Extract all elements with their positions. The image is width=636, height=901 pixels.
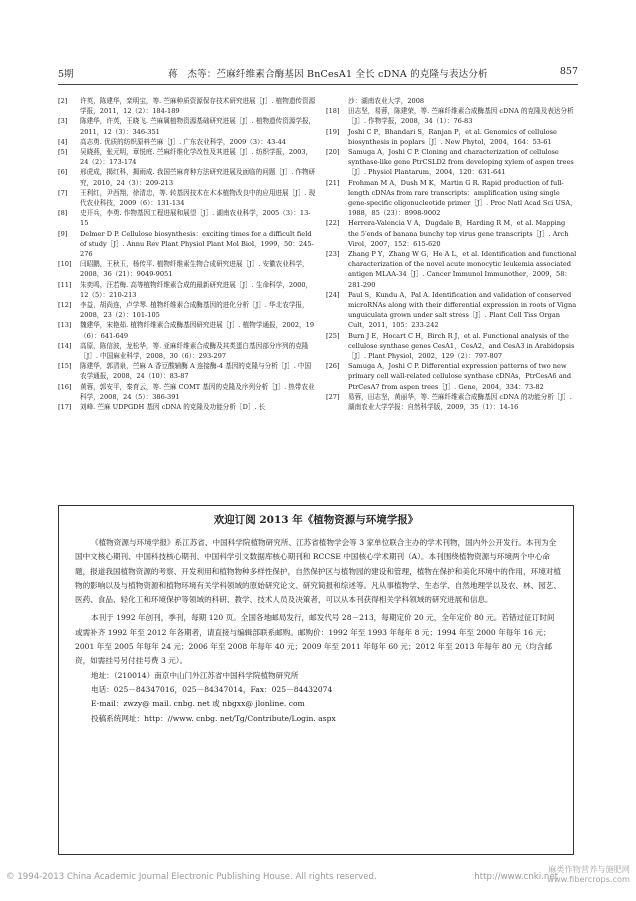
- references-right-column: [326, 96, 578, 412]
- contact-email[interactable]: E-mail：zwzy@ mail. cnbg. net 或 nbgxx@ jlonline. com: [91, 699, 305, 709]
- reference-text: 刘峰. 苎麻 UDPGDH 基因 cDNA 的克隆及功能分析［D］. 长: [80, 403, 266, 412]
- reference-number: [17]: [58, 403, 72, 412]
- reference-number: [26]: [326, 362, 340, 371]
- reference-number: [7]: [58, 188, 68, 197]
- reference-text: 田志坚，易蓉，陈建荣，等. 苎麻纤维素合成酶基因 cDNA 的克隆及表达分析［J］. 作物学报，2008，34（1）：76-83: [348, 107, 574, 126]
- reference-number: [8]: [58, 209, 68, 218]
- reference-number: [24]: [326, 290, 340, 299]
- reference-number: [9]: [58, 229, 68, 238]
- header-rule: [58, 84, 578, 85]
- reference-item: [326, 249, 578, 290]
- reference-number: [10]: [58, 260, 72, 269]
- reference-number: [5]: [58, 148, 68, 157]
- reference-item: [326, 290, 578, 331]
- reference-number: [21]: [326, 178, 340, 187]
- reference-text: 朱奕鸣，汪若梅. 高等植物纤维素合成的最新研究进展［J］. 生命科学，2000，12（5）：210-213: [80, 280, 313, 299]
- reference-item: [58, 280, 316, 300]
- subscription-pricing-paragraph: 本刊于 1992 年创刊，季刊，每期 120 页。全国各地邮局发行，邮发代号 28－213，每期定价 20 元，全年定价 80 元。若错过征订时间或需补齐 1992 年至 2012 年各期者，请直接与编辑部联系邮购。邮购价：1992 年至 1993 年每年 8 元；1994 年至 2000 年每年 16 元；2001 年至 2005 年每年 24 元；2006 年至 2008 年每年 40 元；2009 年至 2011 年每年 60 元；2012 年至 2013 年每年 80 元（均含邮资，如需挂号另付挂号费 3 元）。: [75, 613, 555, 666]
- reference-text: 沙：湖南农业大学，2008: [348, 97, 425, 105]
- watermark-site-name: 麻类作物营养与施肥网: [548, 864, 630, 874]
- reference-text: 闫昭鹏，王秋玉，杨传平. 植物纤维素生物合成研究进展［J］. 安徽农业科学，2008，36（21）：9049-9051: [80, 260, 309, 279]
- reference-number: [19]: [326, 127, 340, 136]
- reference-item: [326, 392, 578, 412]
- reference-number: [3]: [58, 117, 68, 126]
- reference-item: [58, 167, 316, 187]
- page-footer: [6, 864, 630, 886]
- reference-number: [25]: [326, 331, 340, 340]
- reference-number: [2]: [58, 97, 68, 105]
- reference-text: 许英，陈建华，栾明宝，等. 苎麻种质资源保存技术研究进展［J］. 植物遗传资源学报，2011，12（2）：184-189: [80, 97, 316, 116]
- references-left-column: [58, 96, 316, 412]
- reference-item: [58, 300, 316, 320]
- reference-text: 王利红，尹西翔，徐清忠，等. 转基因技术在木本植物改良中的应用进展［J］. 现代农业科技，2009（6）：131-134: [80, 188, 316, 208]
- reference-number: [18]: [326, 107, 340, 116]
- reference-number: [6]: [58, 168, 68, 177]
- reference-text: 黄蓉，郭安平，秦育云，等. 苎麻 COMT 基因的克隆及序列分析［J］. 热带农业科学，2008，24（5）：386-391: [80, 382, 315, 401]
- reference-item: [58, 208, 316, 228]
- reference-text: 易蓉，田志坚，黄丽华，等. 苎麻纤维素合成酶基因 cDNA 的功能分析［J］. 湖南农业大学学报：自然科学版，2009，35（1）：14-16: [348, 392, 572, 412]
- reference-text: 魏建华，宋艳茹. 植物纤维素合成酶基因研究进展［J］. 植物学通报，2002，19（6）：641-649: [80, 321, 315, 340]
- watermark: [547, 864, 630, 884]
- reference-item: [326, 218, 578, 249]
- reference-item: [58, 259, 316, 279]
- reference-item: [326, 361, 578, 392]
- reference-item: [326, 147, 578, 178]
- watermark-site-url: www.fibercrops.com: [547, 874, 630, 884]
- reference-text: 高原，陈信波，龙松华，等. 亚麻纤维素合成酶及其类蛋白基因部分序列的克隆［J］. 中国麻业科学，2008，30（6）：293-297: [80, 341, 309, 361]
- reference-text: 陈建华，许英，王晓飞. 苎麻属植物资源基础研究进展［J］. 植物遗传资源学报，2011，12（3）：346-351: [80, 117, 316, 136]
- reference-text: 邢虎成，揭红科，揭雨成. 我国苎麻育种方法研究进展及面临的问题［J］. 作物研究，2010，24（3）：209-213: [80, 168, 316, 187]
- reference-number: [27]: [326, 392, 340, 401]
- running-title: 蒋 杰等：苎麻纤维素合酶基因 BnCesA1 全长 cDNA 的克隆与表达分析: [168, 69, 488, 80]
- reference-item: [326, 127, 578, 147]
- reference-item: [58, 382, 316, 402]
- cnki-link[interactable]: http://www.cnki.net: [474, 872, 558, 882]
- reference-item: [58, 188, 316, 208]
- subscription-notice: [58, 505, 574, 855]
- reference-number: [20]: [326, 148, 340, 157]
- reference-text: 陈建华，郭清泉，苎麻 A 香豆酸辅酶 A 连接酶-4 基因的克隆与分析［J］. 中国农学通报，2008，24（10）：83-87: [80, 362, 312, 381]
- reference-number: [23]: [326, 250, 340, 259]
- reference-text: 吴晓燕，张元明，章悦庭. 苎麻纤维化学改性及其进展［J］. 纺织学报，2003，24（2）：173-174: [80, 148, 313, 167]
- reference-text: Delmer D P. Cellulose biosynthesis：exciting times for a difficult field of study［J］. Annu Rev Plant Physiol Plant Mol Biol，1999，50：245-276: [80, 229, 314, 259]
- reference-text: Samuga A，Joshi C P. Differential expression patterns of two new primary cell wall-related cellulose synthase cDNAs，PtrCesA6 and PtrCesA7 from aspen trees［J］. Gene，2004，334：73-82: [348, 362, 572, 391]
- issue-label: 5期: [58, 69, 74, 80]
- reference-number: [14]: [58, 341, 72, 350]
- reference-number: [4]: [58, 137, 68, 146]
- subscription-intro-paragraph: 《植物资源与环境学报》系江苏省、中国科学院植物研究所、江苏省植物学会等 3 家单位联合主办的学术刊物，国内外公开发行。本刊为全国中文核心期刊、中国科技核心期刊、中国科学引文数据库核心期刊和 RCCSE 中国核心学术期刊（A）。本刊围绕植物资源与环境两个中心命题，报道我国植物资源的考察、开发利用和植物物种多样性保护，自然保护区与植物园的建设和管理，植物在保护和美化环境中的作用，环境对植物的影响以及与植物资源和植物环境有关学科领域的原始研究论文、研究简报和综述等。凡从事植物学、生态学、自然地理学以及农、林、园艺、医药、食品、轻化工和环境保护等领域的科研、教学、技术人员及决策者，可以从本刊获得相关学科领域的研究进展和信息。: [75, 538, 561, 605]
- reference-number: [16]: [58, 382, 72, 391]
- contact-submission-url[interactable]: 投稿系统网址：http：//www. cnbg. net/Tg/Contribute/Login. aspx: [91, 713, 336, 723]
- reference-item: [326, 331, 578, 362]
- subscription-body: [75, 536, 561, 726]
- reference-text: Paul S，Kundu A，Pal A. Identification and validation of conserved microRNAs along with their differential expression in roots of Vigna unguiculata grown under salt stress［J］. Plant Cell Tiss Organ Cult，2011，105：233-242: [348, 290, 577, 330]
- reference-number: [12]: [58, 301, 72, 310]
- reference-text: 史开兵，李勇. 作物基因工程进展和展望［J］. 湖南农业科学，2005（3）：13-15: [80, 209, 311, 228]
- reference-item: [58, 147, 316, 167]
- reference-number: [22]: [326, 219, 340, 228]
- reference-item: [58, 229, 316, 260]
- subscription-title: 欢迎订阅 2013 年《植物资源与环境学报》: [213, 514, 419, 526]
- reference-text: 李益，胡尚连，卢学琴. 植物纤维素合成酶基因的进化分析［J］. 华北农学报，2008，23（2）：101-105: [80, 301, 309, 320]
- reference-number: [13]: [58, 321, 72, 330]
- reference-text: Frohman M A，Dush M K，Martin G R. Rapid production of full-length cDNAs from rare transcripts：amplification using single gene-specific oligonucleotide primer［J］. Proc Natl Acad Sci USA，1988，85（23）：8998-9002: [348, 178, 577, 218]
- reference-text: Herrera-Valencia V A，Dugdale B，Harding R M，et al. Mapping the 5′ends of banana bunchy top virus gene transcripts［J］. Arch Virol，2007，152：615-620: [348, 219, 569, 248]
- reference-item: [326, 96, 578, 106]
- reference-number: [15]: [58, 362, 72, 371]
- reference-number: [11]: [58, 280, 72, 289]
- reference-text: Joshi C P，Bhandari S，Ranjan P，et al. Genomics of cellulose biosynthesis in poplars［J］. New Phytol，2004，164：53-61: [348, 127, 557, 146]
- running-header: [58, 66, 578, 82]
- contact-address: 地址：（210014）南京中山门外江苏省中国科学院植物研究所: [91, 670, 299, 680]
- reference-item: [58, 96, 316, 116]
- reference-text: 高志勇. 优质的纺织原料苎麻［J］. 广东农业科学，2009（3）：43-44: [80, 137, 286, 146]
- reference-item: [58, 137, 316, 147]
- copyright-notice: © 1994-2013 China Academic Journal Electronic Publishing House. All rights reserved.: [6, 872, 377, 882]
- reference-item: [326, 178, 578, 219]
- reference-text: Zhang P Y，Zhang W G，He A L，et al. Identification and functional characterization of the novel acute monocytic leukemia associated antigen MLAA-34［J］. Cancer Immunol Immunother，2009，58：281-290: [348, 250, 577, 289]
- reference-text: Samuga A，Joshi C P. Cloning and characterization of cellulose synthase-like gene PtrCSLD2 from developing xylem of aspen trees［J］. Physiol Plantarum，2004，120：631-641: [348, 148, 574, 177]
- reference-item: [58, 341, 316, 361]
- page-number: 857: [559, 66, 578, 77]
- reference-item: [58, 361, 316, 381]
- reference-item: [326, 106, 578, 126]
- reference-item: [58, 320, 316, 340]
- contact-phone: 电话：025－84347016，025－84347014，Fax：025－84432074: [91, 684, 333, 694]
- reference-item: [58, 402, 316, 412]
- reference-item: [58, 116, 316, 136]
- reference-text: Burn J E，Hocart C H，Birch R J，et al. Functional analysis of the cellulose synthase genes CesA1，CesA2，and CesA3 in Arabidopsis［J］. Plant Physiol，2002，129（2）：797-807: [348, 331, 575, 361]
